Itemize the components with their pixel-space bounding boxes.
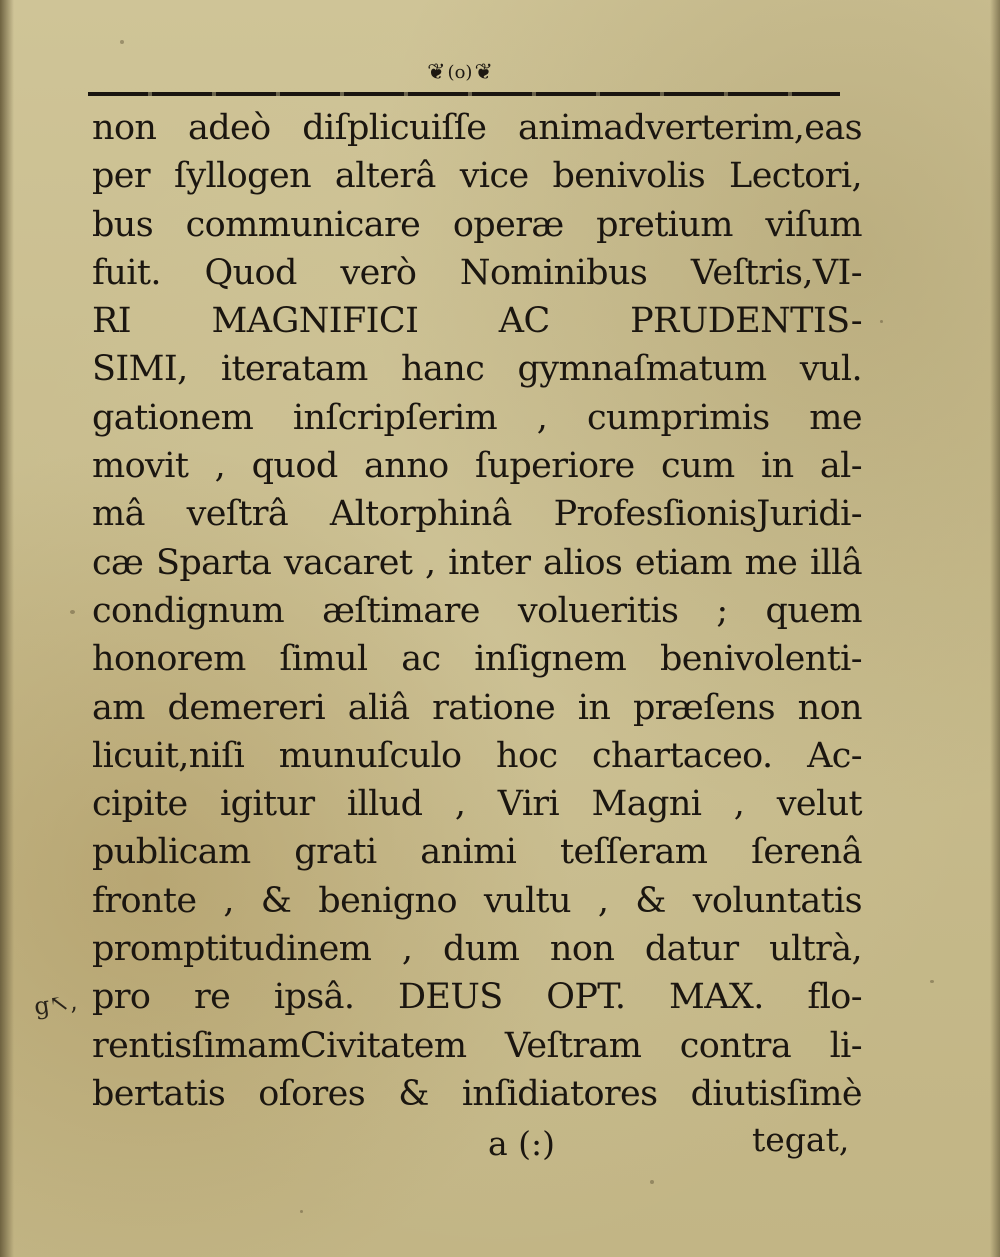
text-line: rentisſimamCivitatem Veſtram contra li-	[92, 1025, 862, 1066]
text-line: non adeò diſplicuiſſe animadverterim,eas	[92, 108, 862, 148]
text-line: condignum æſtimare volueritis ; quem	[92, 590, 862, 631]
text-line: fuit. Quod verò Nominibus Veſtris,VI-	[92, 252, 862, 293]
page-footer	[0, 1120, 1000, 1164]
paper-speck	[880, 320, 883, 323]
paper-speck	[650, 1180, 654, 1184]
text-line: mâ veſtrâ Altorphinâ ProfesſionisJuridi-	[92, 494, 862, 535]
body-text	[92, 104, 862, 1118]
ornament-right-icon: ❦	[474, 60, 493, 85]
page-header	[400, 56, 520, 90]
text-line: cipite igitur illud , Viri Magni , velut	[92, 784, 862, 825]
paper-speck	[300, 1210, 303, 1213]
catchword: tegat,	[752, 1120, 850, 1159]
ornament-left-icon: ❦	[427, 60, 446, 85]
text-line: promptitudinem , dum non datur ultrà,	[92, 929, 862, 970]
paper-speck	[930, 980, 934, 983]
header-rule	[88, 92, 840, 96]
text-line: publicam grati animi teſſeram ſerenâ	[92, 832, 862, 873]
margin-annotation: g↖,	[32, 987, 79, 1021]
binding-shadow	[0, 0, 14, 1257]
text-line: bus communicare operæ pretium viſum	[92, 204, 862, 245]
page-number: (o)	[447, 62, 473, 83]
text-line: cæ Sparta vacaret , inter alios etiam me illâ	[92, 542, 862, 583]
text-line: am demereri aliâ ratione in præſens non	[92, 687, 862, 728]
paper-speck	[70, 610, 75, 614]
page-edge-shadow	[990, 0, 1000, 1257]
text-line: movit , quod anno ſuperiore cum in al-	[92, 446, 862, 487]
text-line: pro re ipsâ. DEUS OPT. MAX. flo-	[92, 977, 862, 1018]
text-line: RI MAGNIFICI AC PRUDENTIS-	[92, 301, 862, 342]
text-line: fronte , & benigno vultu , & voluntatis	[92, 880, 862, 921]
text-line: licuit,niſi munuſculo hoc chartaceo. Ac-	[92, 735, 862, 776]
text-line: per ſyllogen alterâ vice benivolis Lectori,	[92, 156, 862, 197]
text-line: gationem inſcripſerim , cumprimis me	[92, 397, 862, 438]
text-line: honorem ſimul ac inſignem benivolenti-	[92, 639, 862, 680]
paper-speck	[120, 40, 124, 44]
signature-mark: a (:)	[488, 1124, 556, 1163]
text-line: SIMI, iteratam hanc gymnaſmatum vul.	[92, 349, 862, 390]
text-line: bertatis oſores & inſidiatores diutisſimè	[92, 1073, 862, 1114]
